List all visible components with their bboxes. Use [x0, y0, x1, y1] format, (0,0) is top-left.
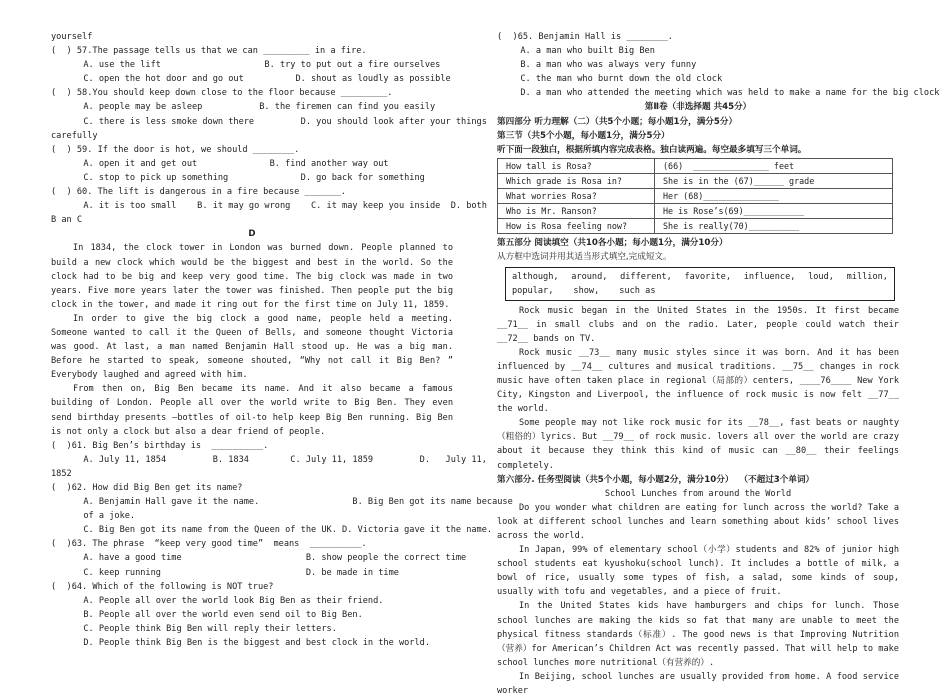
right-bottom-line: Some people may not like rock music for its __78__, fast beats or naughty（粗俗的）lyrics. But __79__ of rock music. lovers all over the world are crazy about it because they think this kind of music can __80__ their feelings completely.: [497, 416, 899, 472]
left-line: C. there is less smoke down there D. you should look after your things: [51, 115, 453, 129]
left-line: C. keep running D. be made in time: [51, 566, 453, 580]
right-bottom-line: In Beijing, school lunches are usually provided from home. A food service worker: [497, 670, 899, 698]
left-line: A. People all over the world look Big Ben as their friend.: [51, 594, 453, 608]
word-option: influence,: [744, 270, 796, 284]
left-column: [51, 30, 453, 650]
left-line: In order to give the big clock a good name, people held a meeting. Someone wanted to call it the Queen of Bells, and someone thought Victoria was good. At last, a man named Benjamin Hall stood up. He was a big man. Before he started to speak, someone shouted, “Why not call it Big Ben? ” Everybody laughed and agreed with him.: [51, 312, 453, 382]
cloze-instructions: [497, 236, 899, 264]
left-line: ( ) 60. The lift is dangerous in a fire because _______.: [51, 185, 453, 199]
right-top-line: D. a man who attended the meeting which was held to make a name for the big clock: [497, 86, 899, 100]
right-top-section: [497, 30, 899, 157]
answer-cell[interactable]: She is in the (67)______ grade: [655, 173, 893, 188]
word-option: popular,: [512, 284, 553, 298]
word-option: million,: [847, 270, 888, 284]
question-cell: How tall is Rosa?: [498, 158, 655, 173]
right-top-line: 听下面一段独白，根据所填内容完成表格。独白读两遍。每空最多填写三个单词。: [497, 143, 899, 157]
question-cell: Who is Mr. Ranson?: [498, 204, 655, 219]
right-bottom-line: In the United States kids have hamburgers and chips for lunch. Those school lunches are making the kids so fat that many are unable to meet the physical fitness standards（标准）. The good news is that Improving Nutrition（营养）for American’s Children Act was recently passed. That will help to make school lunches more nutritional（有营养的）.: [497, 599, 899, 669]
table-row: [498, 204, 893, 219]
left-line: A. have a good time B. show people the correct time: [51, 551, 453, 565]
reading-passages: [497, 304, 899, 698]
right-column: [497, 30, 899, 698]
table-row: [498, 158, 893, 173]
right-mid-line: 从方框中选词并用其适当形式填空,完成短文。: [497, 250, 899, 264]
left-line: C. People think Big Ben will reply their letters.: [51, 622, 453, 636]
table-row: [498, 189, 893, 204]
question-cell: How is Rosa feeling now?: [498, 219, 655, 234]
left-line: C. stop to pick up something D. go back for something: [51, 171, 453, 185]
right-mid-line: 第五部分 阅读填空（共10各小题；每小题1分，满分10分）: [497, 236, 899, 250]
right-top-line: 第Ⅱ卷（非选择题 共45分）: [497, 100, 899, 114]
left-line: C. Big Ben got its name from the Queen of the UK. D. Victoria gave it the name.: [51, 523, 453, 537]
right-bottom-line: Rock music began in the United States in the 1950s. It first became __71__ in small clubs and on the radio. Later, people could watch their __72__ bands on TV.: [497, 304, 899, 346]
word-option: different,: [620, 270, 672, 284]
left-line: A. people may be asleep B. the firemen can find you easily: [51, 100, 453, 114]
word-option: such as: [619, 284, 655, 298]
answer-cell[interactable]: He is Rose’s(69)____________: [655, 204, 893, 219]
left-line: ( )62. How did Big Ben get its name?: [51, 481, 453, 495]
left-line: ( ) 59. If the door is hot, we should ________.: [51, 143, 453, 157]
right-bottom-line: 第六部分. 任务型阅读（共5个小题，每小题2分，满分10分） （不超过3个单词）: [497, 473, 899, 487]
word-option: favorite,: [684, 270, 731, 284]
word-box-line-2: [512, 284, 888, 298]
word-option: around,: [571, 270, 607, 284]
table-row: [498, 219, 893, 234]
left-line: carefully: [51, 129, 453, 143]
right-top-line: 第三节（共5个小题，每小题1分，满分5分）: [497, 129, 899, 143]
left-line: ( )64. Which of the following is NOT true?: [51, 580, 453, 594]
left-line: ( )61. Big Ben’s birthday is __________.: [51, 439, 453, 453]
answer-cell[interactable]: (66) _______________ feet: [655, 158, 893, 173]
listening-table: [497, 158, 893, 234]
right-bottom-line: In Japan, 99% of elementary school（小学）students and 82% of junior high school students eat kyushoku(school lunch). It includes a bottle of milk, a bowl of rice, usually some types of fish, a salad, some kinds of soup, usually with tofu and vegetables, and a piece of fruit.: [497, 543, 899, 599]
right-top-line: 第四部分 听力理解（二）（共5个小题；每小题1分，满分5分）: [497, 115, 899, 129]
left-line: of a joke.: [51, 509, 453, 523]
left-line: yourself: [51, 30, 453, 44]
left-line: In 1834, the clock tower in London was burned down. People planned to build a new clock which would be the biggest and best in the world. So the clock had to be big and keep very good time. The big clock was made in two years. Five more years later the tower was finished. Then people put the big clock in the tower, and made it ring out for the first time on July 11, 1859.: [51, 241, 453, 311]
right-top-line: C. the man who burnt down the old clock: [497, 72, 899, 86]
left-line: A. use the lift B. try to put out a fire ourselves: [51, 58, 453, 72]
left-line: From then on, Big Ben became its name. And it also became a famous building of London. People all over the world write to Big Ben. They even send birthday presents —bottles of oil-to help keep Big Ben running. Big Ben is not only a clock but also a dear friend of people.: [51, 382, 453, 438]
word-box: [505, 267, 895, 301]
left-line: ( )63. The phrase “keep very good time” means __________.: [51, 537, 453, 551]
right-top-line: ( )65. Benjamin Hall is ________.: [497, 30, 899, 44]
left-line: ( ) 58.You should keep down close to the floor because _________.: [51, 86, 453, 100]
right-bottom-line: Do you wonder what children are eating for lunch across the world? Take a look at different school lunches and learn something about kids’ school lives across the world.: [497, 501, 899, 543]
left-line: A. Benjamin Hall gave it the name. B. Big Ben got its name because: [51, 495, 453, 509]
left-line: B an C: [51, 213, 453, 227]
left-line: A. open it and get out B. find another way out: [51, 157, 453, 171]
right-top-line: A. a man who built Big Ben: [497, 44, 899, 58]
left-line: D: [51, 227, 453, 241]
left-line: 1852: [51, 467, 453, 481]
right-bottom-line: School Lunches from around the World: [497, 487, 899, 501]
answer-cell[interactable]: Her (68)_______________: [655, 189, 893, 204]
left-line: A. July 11, 1854 B. 1834 C. July 11, 1859 D. July 11,: [51, 453, 453, 467]
question-cell: What worries Rosa?: [498, 189, 655, 204]
right-bottom-line: Rock music __73__ many music styles since it was born. And it has been influenced by __74__ cultures and musical traditions. __75__ changes in rock music have often taken place in regional（局部的）centers, ____76____ New York City, Kingston and Liverpool, the influence of rock music is now felt __77__ the world.: [497, 346, 899, 416]
word-option: show,: [573, 284, 599, 298]
left-line: ( ) 57.The passage tells us that we can _________ in a fire.: [51, 44, 453, 58]
word-box-line-1: [512, 270, 888, 284]
left-line: B. People all over the world even send oil to Big Ben.: [51, 608, 453, 622]
left-line: C. open the hot door and go out D. shout as loudly as possible: [51, 72, 453, 86]
left-line: D. People think Big Ben is the biggest and best clock in the world.: [51, 636, 453, 650]
question-cell: Which grade is Rosa in?: [498, 173, 655, 188]
left-line: A. it is too small B. it may go wrong C. it may keep you inside D. both: [51, 199, 453, 213]
word-option: although,: [512, 270, 559, 284]
right-top-line: B. a man who was always very funny: [497, 58, 899, 72]
answer-cell[interactable]: She is really(70)__________: [655, 219, 893, 234]
table-row: [498, 173, 893, 188]
word-option: loud,: [808, 270, 834, 284]
